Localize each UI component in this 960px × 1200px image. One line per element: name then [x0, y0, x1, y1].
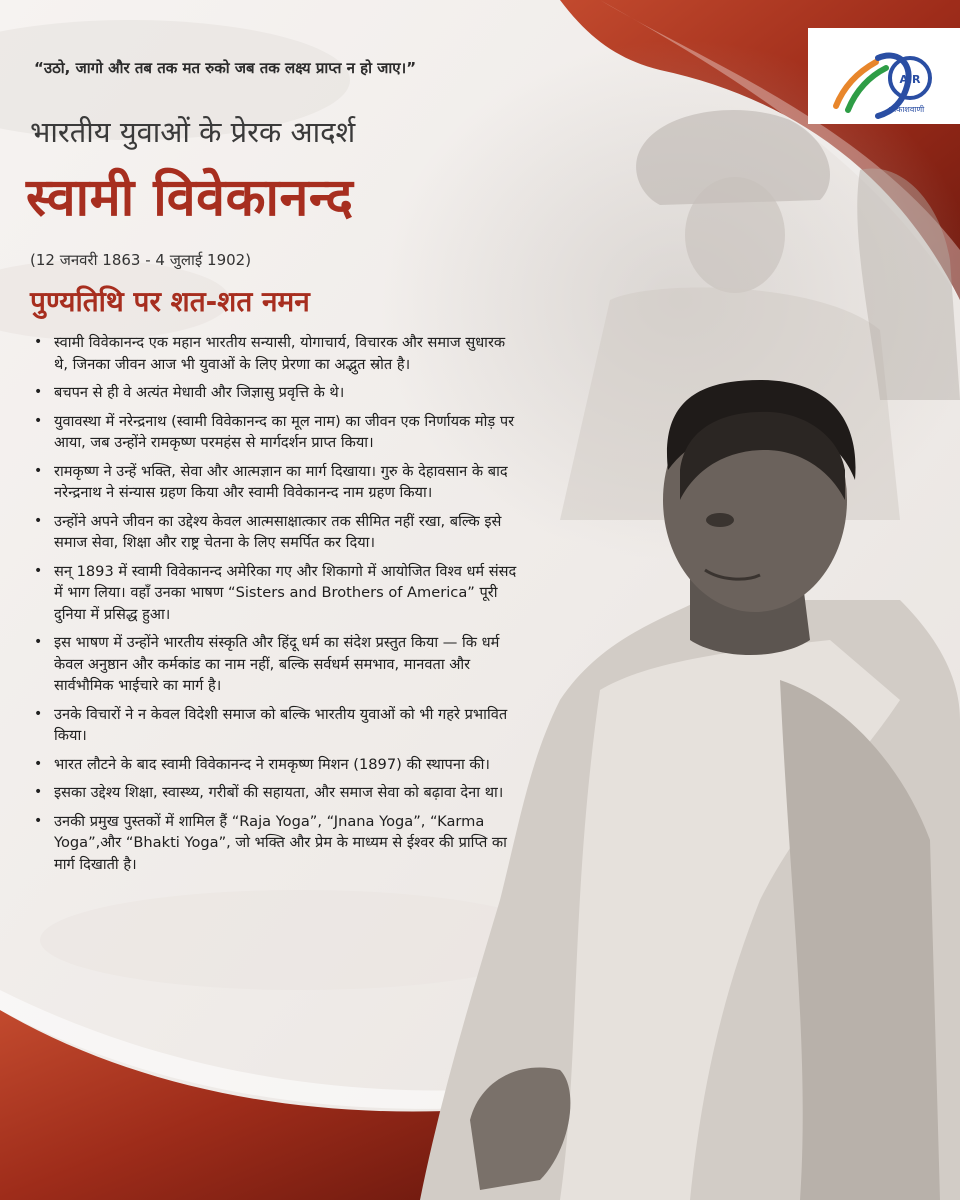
bullet-icon: •	[34, 384, 43, 400]
bullet-icon: •	[34, 784, 43, 800]
list-item	[32, 754, 522, 776]
bullet-icon: •	[34, 812, 43, 829]
motto-quote: “उठो, जागो और तब तक मत रुको जब तक लक्ष्य प्राप्त न हो जाए।”	[34, 59, 417, 77]
list-item	[32, 632, 522, 697]
bullet-icon: •	[34, 562, 43, 579]
point-text: रामकृष्ण ने उन्हें भक्ति, सेवा और आत्मज्ञान का मार्ग दिखाया। गुरु के देहावसान के बाद नरेन्द्रनाथ ने संन्यास ग्रहण किया और स्वामी विवेकानन्द नाम ग्रहण किया।	[54, 462, 508, 501]
list-item	[32, 561, 522, 626]
svg-text:AIR: AIR	[899, 73, 921, 86]
tribute-heading: पुण्यतिथि पर शत-शत नमन	[30, 285, 310, 318]
point-text: उनकी प्रमुख पुस्तकों में शामिल हैं “Raja Yoga”, “Jnana Yoga”, “Karma Yoga”,और “Bhakti Yoga”, जो भक्ति और प्रेम के माध्यम से ईश्वर की प्राप्ति का मार्ग दिखाती है।	[54, 812, 507, 873]
list-item	[32, 461, 522, 504]
point-text: उनके विचारों ने न केवल विदेशी समाज को बल्कि भारतीय युवाओं को भी गहरे प्रभावित किया।	[54, 705, 508, 744]
bullet-icon: •	[34, 512, 43, 529]
page-title: स्वामी विवेकानन्द	[26, 168, 354, 228]
list-item	[32, 511, 522, 554]
point-text: स्वामी विवेकानन्द एक महान भारतीय सन्यासी, योगाचार्य, विचारक और समाज सुधारक थे, जिनका जीवन आज भी युवाओं के लिए प्रेरणा का अद्भुत स्रोत है।	[54, 334, 506, 373]
list-item	[32, 332, 522, 375]
logo-box	[808, 28, 960, 124]
list-item	[32, 782, 522, 804]
bullet-icon: •	[34, 705, 43, 722]
point-text: इसका उद्देश्य शिक्षा, स्वास्थ्य, गरीबों की सहायता, और समाज सेवा को बढ़ावा देना था।	[54, 784, 504, 801]
list-item	[32, 411, 522, 454]
air-90-years-logo-icon	[808, 28, 960, 124]
page-subtitle: भारतीय युवाओं के प्रेरक आदर्श	[30, 115, 356, 149]
biography-points	[32, 332, 522, 882]
point-text: इस भाषण में उन्होंने भारतीय संस्कृति और हिंदू धर्म का संदेश प्रस्तुत किया — कि धर्म केवल अनुष्ठान और कर्मकांड का नाम नहीं, बल्कि सर्वधर्म समभाव, मानवता और सार्वभौमिक भाईचारे का मार्ग है।	[54, 634, 500, 694]
point-text: सन् 1893 में स्वामी विवेकानन्द अमेरिका गए और शिकागो में आयोजित विश्व धर्म संसद में भाग लिया। वहाँ उनका भाषण “Sisters and Brothers of America” पूरी दुनिया में प्रसिद्ध हुआ।	[54, 562, 517, 623]
point-text: युवावस्था में नरेन्द्रनाथ (स्वामी विवेकानन्द का मूल नाम) का जीवन एक निर्णायक मोड़ पर आया, जब उन्होंने रामकृष्ण परमहंस से मार्गदर्शन प्राप्त किया।	[54, 412, 515, 451]
point-text: बचपन से ही वे अत्यंत मेधावी और जिज्ञासु प्रवृत्ति के थे।	[54, 384, 345, 401]
life-dates: (12 जनवरी 1863 - 4 जुलाई 1902)	[30, 251, 252, 269]
point-text: भारत लौटने के बाद स्वामी विवेकानन्द ने रामकृष्ण मिशन (1897) की स्थापना की।	[54, 755, 490, 773]
bullet-icon: •	[34, 755, 43, 772]
bullet-icon: •	[34, 412, 43, 429]
point-text: उन्होंने अपने जीवन का उद्देश्य केवल आत्मसाक्षात्कार तक सीमित नहीं रखा, बल्कि इसे समाज सेवा, शिक्षा और राष्ट्र चेतना के लिए समर्पित कर दिया।	[54, 512, 502, 551]
list-item	[32, 811, 522, 876]
bullet-icon: •	[34, 634, 43, 650]
bullet-icon: •	[34, 462, 43, 479]
logo-caption: आकाशवाणी	[888, 105, 925, 114]
bullet-icon: •	[34, 334, 43, 350]
list-item	[32, 382, 522, 404]
list-item	[32, 704, 522, 747]
